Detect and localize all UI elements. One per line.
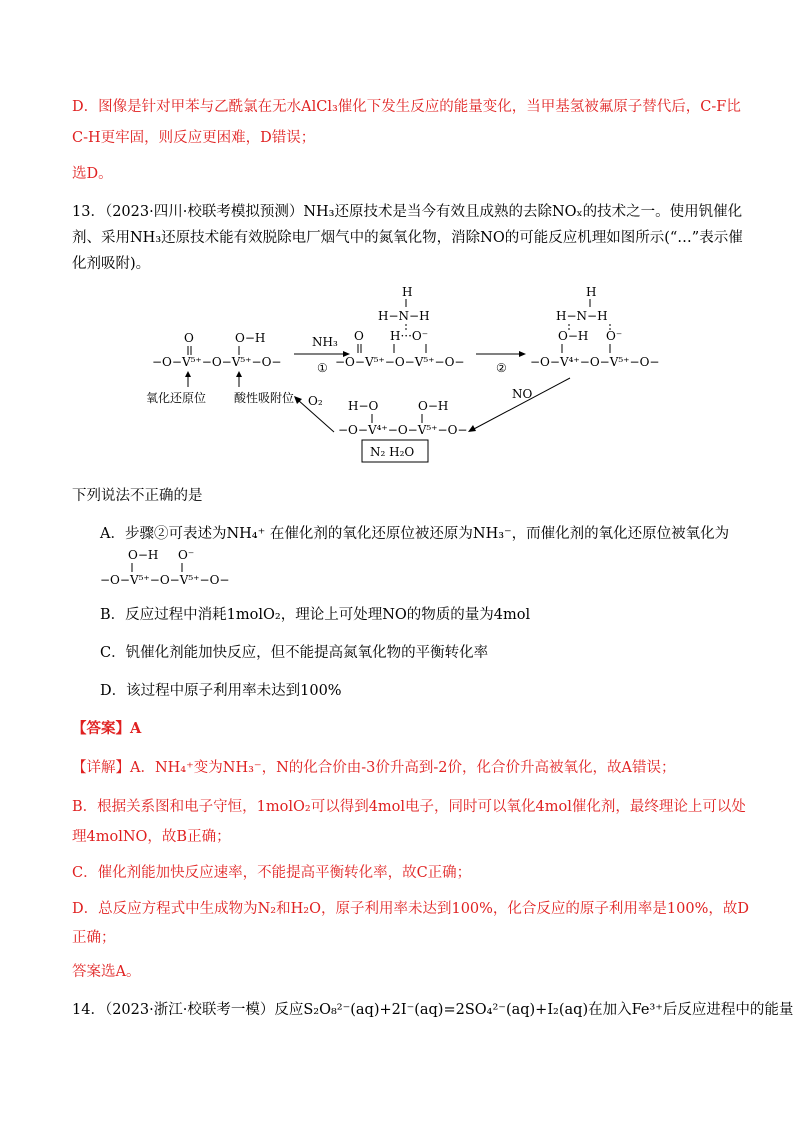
box-products: N₂ H₂O [370,445,415,459]
explanation-d-line2: C-H更牢固，则反应更困难，D错误； [72,130,316,146]
option-a: A．步骤②可表述为NH₄⁺ 在催化剂的氧化还原位被还原为NH₃⁻，而催化剂的氧化还原位被氧化为 [100,526,730,542]
question-13-line2: 剂、采用NH₃还原技术能有效脱除电厂烟气中的氮氧化物，消除NO的可能反应机理如图所示(“…”表示催 [72,230,743,246]
reagent-no: NO [512,387,533,401]
option-a-structure [96,547,256,589]
struct1-top-oh: O−H [235,331,266,345]
explanation-d-line2-q13: 正确； [72,930,116,946]
svg-text:H···O⁻: H···O⁻ [390,329,429,343]
svg-text:H−O: H−O [348,399,379,413]
explanation-d-line1-q13: D．总反应方程式中生成物为N₂和H₂O，原子利用率未达到100%，化合反应的原子利用率是100%，故D [72,901,750,917]
struct1-chain: −O−V⁵⁺−O−V⁵⁺−O− [152,355,282,369]
question-prompt: 下列说法不正确的是 [72,488,203,504]
select-a: 答案选A。 [72,964,141,980]
svg-text:O⁻: O⁻ [178,548,195,562]
svg-text:O⁻: O⁻ [606,329,623,343]
explanation-b-line1: B．根据关系图和电子守恒，1molO₂可以得到4mol电子，同时可以氧化4mol催化剂，最终理论上可以处 [72,799,746,815]
explanation-b-line2: 理4molNO，故B正确； [72,829,231,845]
explanation-d-line1: D．图像是针对甲苯与乙酰氯在无水AlCl₃催化下发生反应的能量变化，当甲基氢被氟原子替代后，C-F比 [72,99,741,115]
option-d: D．该过程中原子利用率未达到100% [100,683,342,699]
svg-text:O−H: O−H [418,399,449,413]
svg-text:H−N−H: H−N−H [378,309,430,323]
svg-text:O−H: O−H [128,548,159,562]
reagent-o2: O₂ [308,394,323,408]
mechanism-diagram [140,282,660,467]
question-13-line1: 13．（2023·四川·校联考模拟预测）NH₃还原技术是当今有效且成熟的去除NOₓ的技术之一。使用钒催化 [72,204,743,220]
step-1-label: ① [317,361,328,375]
explanation-a: 【详解】A．NH₄⁺变为NH₃⁻，N的化合价由-3价升高到-2价，化合价升高被氧化，故A错误； [72,760,676,776]
svg-text:O: O [354,329,364,343]
option-a-chain: −O−V⁵⁺−O−V⁵⁺−O− [100,573,230,587]
option-c: C．钒催化剂能加快反应，但不能提高氮氧化物的平衡转化率 [100,645,489,661]
struct4-chain: −O−V⁴⁺−O−V⁵⁺−O− [338,423,468,437]
step-2-label: ② [496,361,507,375]
struct3-chain: −O−V⁴⁺−O−V⁵⁺−O− [530,355,660,369]
svg-text:H: H [402,285,413,299]
explanation-c: C．催化剂能加快反应速率，不能提高平衡转化率，故C正确； [72,865,472,881]
svg-text:H−N−H: H−N−H [556,309,608,323]
struct2-chain: −O−V⁵⁺−O−V⁵⁺−O− [335,355,465,369]
svg-text:O−H: O−H [558,329,589,343]
label-redox-site: 氧化还原位 [146,391,207,405]
svg-text:H: H [586,285,597,299]
question-13-line3: 化剂吸附)。 [72,256,151,272]
answer-label: 【答案】A [72,720,142,737]
option-b: B．反应过程中消耗1molO₂，理论上可处理NO的物质的量为4mol [100,607,531,623]
reagent-nh3: NH₃ [312,335,338,349]
struct1-top-o: O [184,331,194,345]
question-14-line1: 14．（2023·浙江·校联考一模）反应S₂O₈²⁻(aq)+2I⁻(aq)=2SO₄²⁻(aq)+I₂(aq)在加入Fe³⁺后反应进程中的能量 [72,1002,794,1018]
label-acid-site: 酸性吸附位 [234,391,295,405]
select-d: 选D。 [72,166,113,182]
